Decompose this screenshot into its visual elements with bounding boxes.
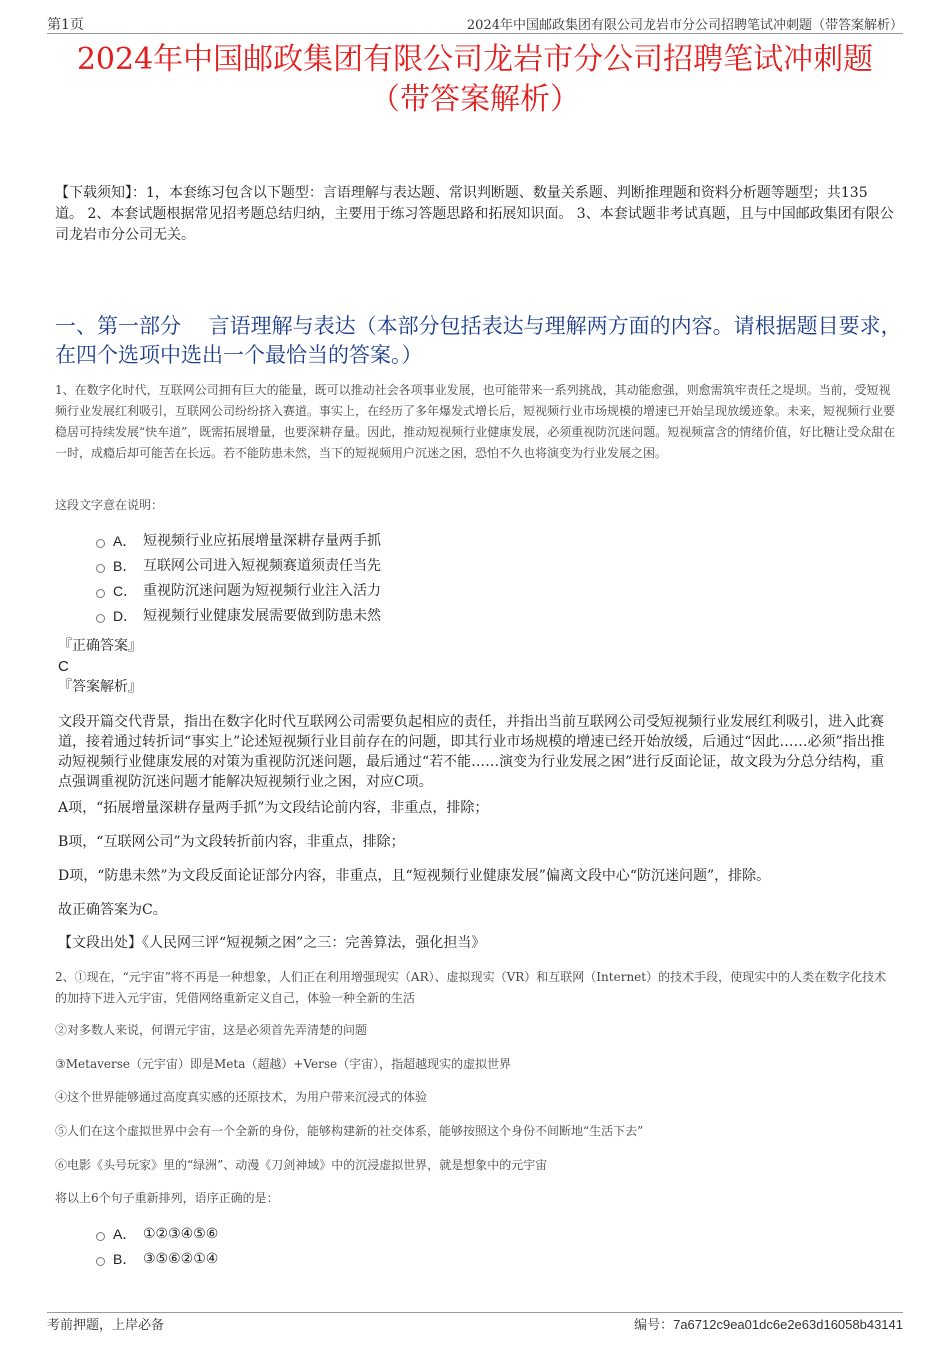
q2-sentence-4: ④这个世界能够通过高度真实感的还原技术，为用户带来沉浸式的体验 (55, 1090, 428, 1104)
radio-icon[interactable] (96, 539, 105, 548)
q1-option-d[interactable] (96, 604, 381, 629)
page-number: 第1页 (47, 17, 84, 33)
q2-sentence-5: ⑤人们在这个虚拟世界中会有一个全新的身份，能够构建新的社交体系，能够按照这个身份不间断地“生活下去” (55, 1124, 644, 1138)
q1-analysis-body: 文段开篇交代背景，指出在数字化时代互联网公司需要负起相应的责任，并指出当前互联网公司受短视频行业发展红利吸引，进入此赛道，接着通过转折词“事实上”论述短视频行业目前存在的问题，即其行业市场规模的增速已经开始放缓，后通过“因此……必须”指出推动短视频行业健康发展的对策为重视防沉迷问题，最后通过“若不能……演变为行业发展之困”进行反面论证，故文段为分总分结构，重点强调重视防沉迷问题才能解决短视频行业之困，对应C项。 (58, 714, 885, 790)
option-letter: A． (113, 1226, 137, 1242)
option-text: ③⑤⑥②①④ (143, 1251, 219, 1267)
q1-analysis-label: 『答案解析』 (58, 679, 142, 695)
q1-source: 【文段出处】《人民网三评“短视频之困”之三：完善算法，强化担当》 (58, 935, 486, 951)
document-title-line2: （带答案解析） (370, 82, 580, 117)
header-divider (47, 33, 903, 34)
q1-analysis-a: A项，“拓展增量深耕存量两手抓”为文段结论前内容，非重点，排除； (58, 800, 489, 816)
q1-options (96, 529, 381, 629)
footer-slogan: 考前押题，上岸必备 (47, 1318, 165, 1333)
q1-prompt: 这段文字意在说明： (55, 498, 164, 512)
document-title-line1: 2024年中国邮政集团有限公司龙岩市分公司招聘笔试冲刺题 (76, 42, 874, 77)
q1-analysis-b: B项，“互联网公司”为文段转折前内容，非重点，排除； (58, 834, 405, 850)
option-text: ①②③④⑤⑥ (143, 1226, 219, 1242)
q1-stem: 1、在数字化时代，互联网公司拥有巨大的能量，既可以推动社会各项事业发展，也可能带来一系列挑战，其动能愈强，则愈需筑牢责任之堤坝。当前，受短视频行业发展红利吸引，互联网公司纷纷挤入赛道。事实上，在经历了多年爆发式增长后，短视频行业市场规模的增速已开始呈现放缓迹象。未来，短视频行业要稳居可持续发展“快车道”，既需拓展增量，也要深耕存量。因此，推动短视频行业健康发展，必须重视防沉迷问题。短视频富含的情绪价值，好比糖让受众甜在一时，成瘾后却可能苦在长远。若不能防患未然，当下的短视频用户沉迷之困，恐怕不久也将演变为行业发展之困。 (55, 383, 896, 460)
option-letter: C． (113, 583, 138, 599)
section-heading: 一、第一部分 言语理解与表达（本部分包括表达与理解两方面的内容。请根据题目要求，在四个选项中选出一个最恰当的答案。） (55, 314, 902, 367)
q2-sentence-2: ②对多数人来说，何谓元宇宙，这是必须首先弄清楚的问题 (55, 1023, 368, 1037)
document-code-label: 编号： (634, 1318, 674, 1333)
radio-icon[interactable] (96, 614, 105, 623)
q2-option-b[interactable] (96, 1247, 218, 1272)
document-code-value: 7a6712c9ea01dc6e2e63d16058b43141 (673, 1317, 903, 1332)
q1-answer-label: 『正确答案』 (58, 638, 142, 654)
q2-sentence-3: ③Metaverse（元宇宙）即是Meta（超越）+Verse（宇宙），指超越现实的虚拟世界 (55, 1057, 512, 1071)
option-letter: A． (113, 533, 137, 549)
q2-options (96, 1222, 218, 1272)
q1-analysis-conclusion: 故正确答案为C。 (58, 902, 167, 918)
option-text: 短视频行业应拓展增量深耕存量两手抓 (143, 533, 381, 549)
radio-icon[interactable] (96, 589, 105, 598)
footer-divider (47, 1312, 903, 1313)
q1-option-a[interactable] (96, 529, 381, 554)
option-letter: B． (113, 558, 137, 574)
option-text: 重视防沉迷问题为短视频行业注入活力 (143, 583, 381, 599)
q1-option-c[interactable] (96, 579, 381, 604)
radio-icon[interactable] (96, 1257, 105, 1266)
q2-sentence-6: ⑥电影《头号玩家》里的“绿洲”、动漫《刀剑神域》中的沉浸虚拟世界，就是想象中的元宇宙 (55, 1158, 548, 1172)
q2-option-a[interactable] (96, 1222, 218, 1247)
option-text: 互联网公司进入短视频赛道须责任当先 (143, 558, 381, 574)
q1-option-b[interactable] (96, 554, 381, 579)
document-title (40, 40, 910, 120)
q2-sentence-1: 2、①现在，“元宇宙”将不再是一种想象，人们正在利用增强现实（AR）、虚拟现实（VR）和互联网（Internet）的技术手段，使现实中的人类在数字化技术的加持下进入元宇宙，凭借网络重新定义自己，体验一种全新的生活 (55, 970, 887, 1005)
running-header-title: 2024年中国邮政集团有限公司龙岩市分公司招聘笔试冲刺题（带答案解析） (466, 18, 903, 33)
document-code (634, 1314, 903, 1333)
option-letter: D． (113, 608, 138, 624)
q1-analysis-d: D项，“防患未然”为文段反面论证部分内容，非重点，且“短视频行业健康发展”偏离文段中心“防沉迷问题”，排除。 (58, 868, 771, 884)
q1-answer-value: C (58, 658, 69, 675)
download-notice: 【下载须知】：1，本套练习包含以下题型：言语理解与表达题、常识判断题、数量关系题、判断推理题和资料分析题等题型；共135道。 2、本套试题根据常见招考题总结归纳，主要用于练习答题思路和拓展知识面。 3、本套试题非考试真题，且与中国邮政集团有限公司龙岩市分公司无关。 (55, 185, 894, 243)
radio-icon[interactable] (96, 564, 105, 573)
radio-icon[interactable] (96, 1232, 105, 1241)
option-letter: B． (113, 1251, 137, 1267)
option-text: 短视频行业健康发展需要做到防患未然 (143, 608, 381, 624)
q2-prompt: 将以上6个句子重新排列，语序正确的是： (55, 1191, 279, 1205)
